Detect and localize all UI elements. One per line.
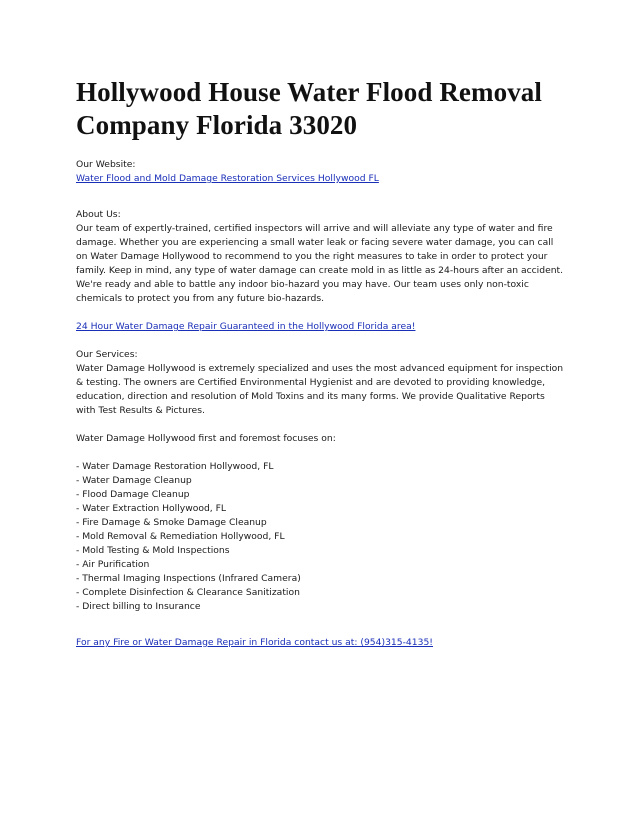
list-item: - Flood Damage Cleanup (76, 489, 190, 500)
focus-intro: Water Damage Hollywood first and foremost focuses on: (76, 433, 336, 444)
services-label: Our Services: (76, 349, 138, 360)
list-item: - Mold Testing & Mold Inspections (76, 545, 230, 556)
repair-guarantee-link[interactable]: 24 Hour Water Damage Repair Guaranteed in the Hollywood Florida area! (76, 321, 416, 332)
list-item: - Thermal Imaging Inspections (Infrared Camera) (76, 573, 301, 584)
document-content (76, 76, 564, 650)
list-item: - Direct billing to Insurance (76, 601, 201, 612)
list-item: - Fire Damage & Smoke Damage Cleanup (76, 517, 267, 528)
services-paragraph: Water Damage Hollywood is extremely specialized and uses the most advanced equipment for inspection & testing. The owners are Certified Environmental Hygienist and are devoted to providing knowledge, education, direction and resolution of Mold Toxins and its many forms. We provide Qualitative Reports with Test Results & Pictures. (76, 363, 564, 416)
list-item: - Mold Removal & Remediation Hollywood, FL (76, 531, 285, 542)
about-label: About Us: (76, 209, 121, 220)
services-list (76, 460, 564, 614)
list-item: - Water Extraction Hollywood, FL (76, 503, 227, 514)
about-paragraph: Our team of expertly-trained, certified inspectors will arrive and will alleviate any type of water and fire damage. Whether you are experiencing a small water leak or facing severe water damage, you can call on Water Damage Hollywood to recommend to you the right measures to take in order to protect your family. Keep in mind, any type of water damage can create mold in as little as 24-hours after an accident. We're ready and able to battle any indoor bio-hazard you may have. Our team uses only non-toxic chemicals to protect you from any future bio-hazards. (76, 223, 564, 304)
website-label: Our Website: (76, 159, 136, 170)
list-item: - Complete Disinfection & Clearance Sanitization (76, 587, 300, 598)
list-item: - Air Purification (76, 559, 150, 570)
list-item: - Water Damage Restoration Hollywood, FL (76, 461, 274, 472)
contact-link[interactable]: For any Fire or Water Damage Repair in Florida contact us at: (954)315-4135! (76, 637, 433, 648)
page-title: Hollywood House Water Flood Removal Company Florida 33020 (76, 77, 543, 140)
list-item: - Water Damage Cleanup (76, 475, 192, 486)
website-link[interactable]: Water Flood and Mold Damage Restoration Services Hollywood FL (76, 173, 379, 184)
